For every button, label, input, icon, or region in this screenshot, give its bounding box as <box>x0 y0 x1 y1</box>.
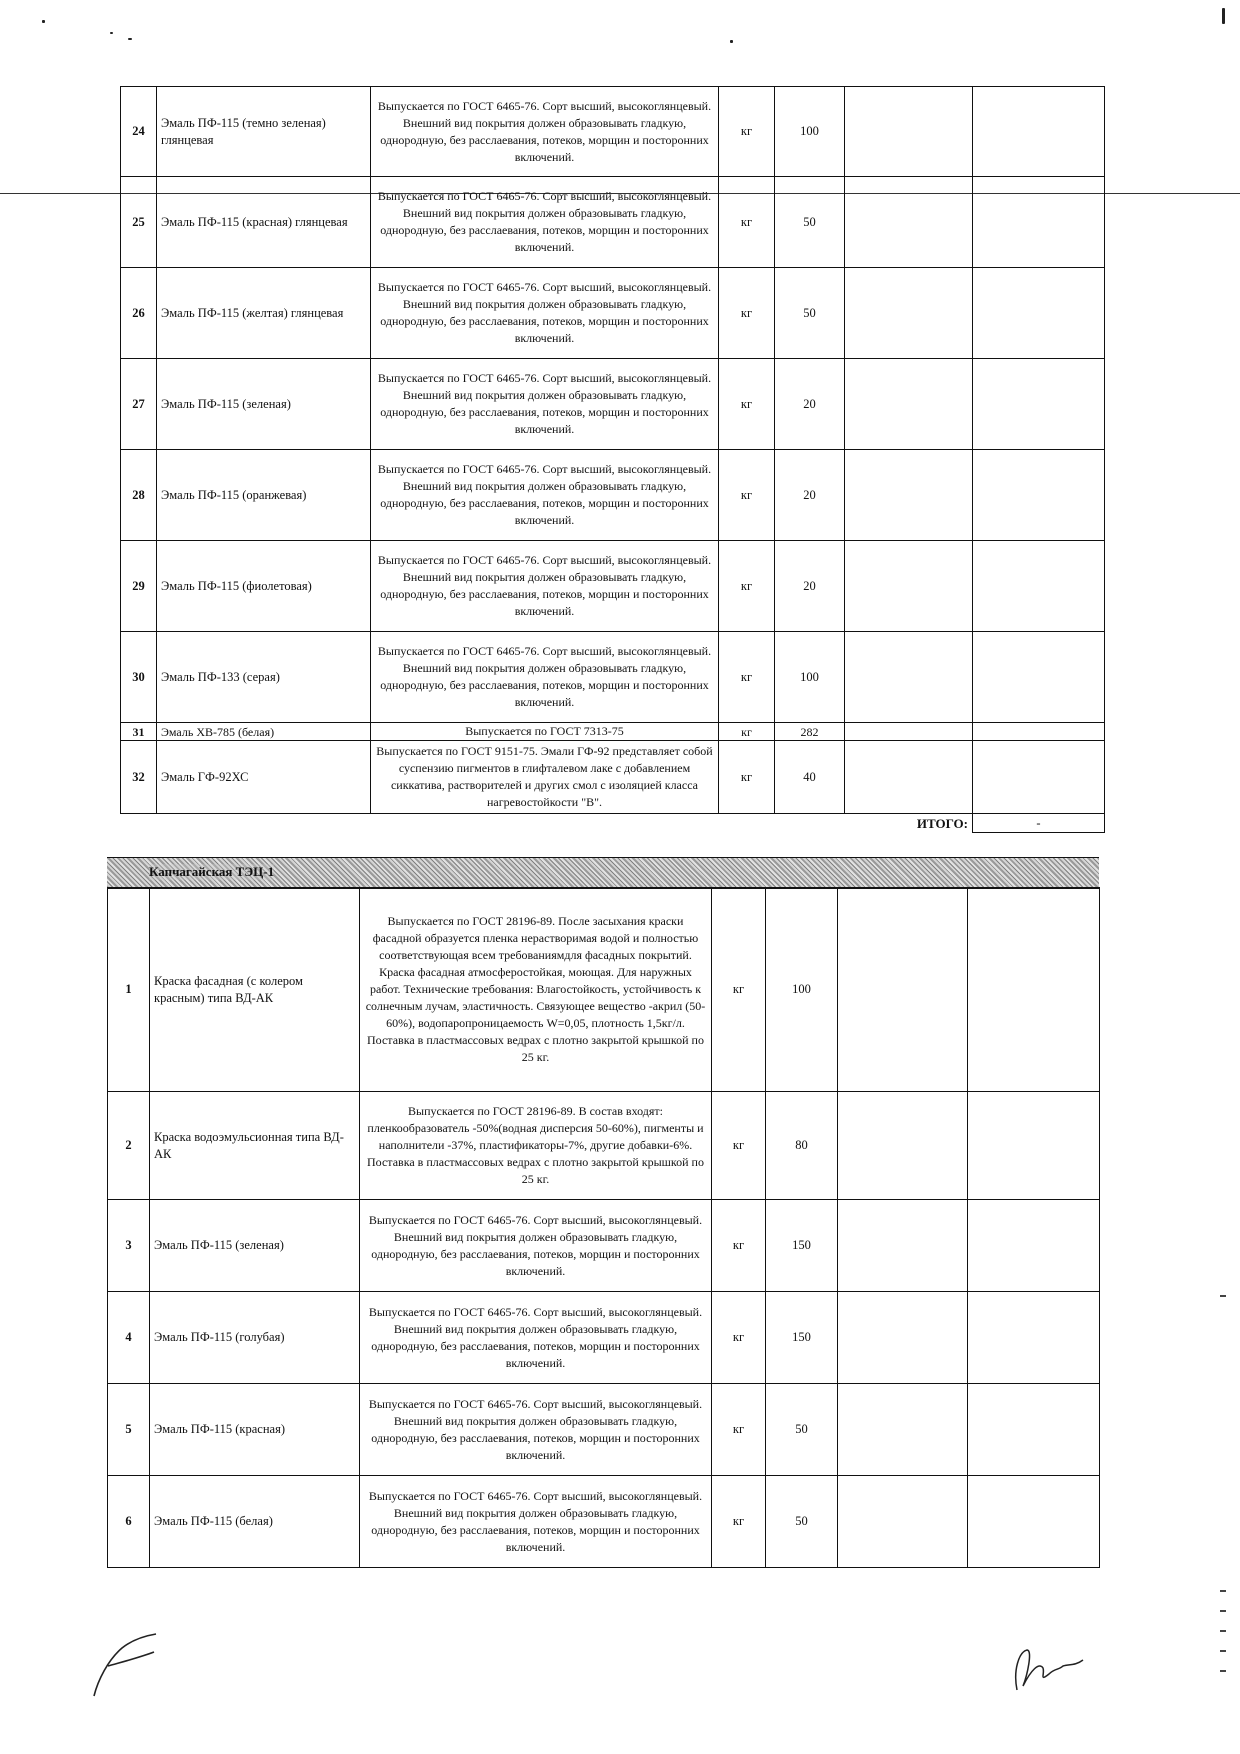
table-row <box>108 1384 1100 1476</box>
item-quantity: 50 <box>766 1476 838 1568</box>
table-row <box>121 723 1105 741</box>
price-cell <box>845 632 973 723</box>
sum-cell <box>973 87 1105 177</box>
table-row <box>108 1200 1100 1292</box>
item-description: Выпускается по ГОСТ 6465-76. Сорт высший, высокоглянцевый. Внешний вид покрытия должен образовывать гладкую, однородную, без расслаевания, потеков, морщин и посторонних включений. <box>371 177 719 268</box>
item-unit: кг <box>719 723 775 741</box>
sum-cell <box>973 268 1105 359</box>
table-row <box>121 741 1105 814</box>
row-number: 27 <box>121 359 157 450</box>
margin-mark <box>1220 1630 1226 1632</box>
row-number: 26 <box>121 268 157 359</box>
item-unit: кг <box>712 888 766 1092</box>
item-name: Краска водоэмульсионная типа ВД-АК <box>150 1092 360 1200</box>
item-quantity: 50 <box>775 177 845 268</box>
margin-mark <box>1220 1590 1226 1592</box>
item-unit: кг <box>719 177 775 268</box>
item-name: Эмаль ПФ-115 (красная) <box>150 1384 360 1476</box>
item-description: Выпускается по ГОСТ 6465-76. Сорт высший, высокоглянцевый. Внешний вид покрытия должен образовывать гладкую, однородную, без расслаевания, потеков, морщин и посторонних включений. <box>371 87 719 177</box>
sum-cell <box>973 450 1105 541</box>
item-description: Выпускается по ГОСТ 6465-76. Сорт высший, высокоглянцевый. Внешний вид покрытия должен образовывать гладкую, однородную, без расслаевания, потеков, морщин и посторонних включений. <box>371 359 719 450</box>
table-row <box>121 268 1105 359</box>
row-number: 2 <box>108 1092 150 1200</box>
price-cell <box>838 1292 968 1384</box>
item-unit: кг <box>712 1476 766 1568</box>
item-name: Эмаль ГФ-92ХС <box>157 741 371 814</box>
item-quantity: 40 <box>775 741 845 814</box>
item-quantity: 20 <box>775 450 845 541</box>
item-name: Эмаль ПФ-115 (темно зеленая) глянцевая <box>157 87 371 177</box>
section-title: Капчагайская ТЭЦ-1 <box>149 864 275 879</box>
signature-left <box>88 1630 188 1700</box>
materials-table-top <box>120 86 1105 833</box>
price-cell <box>845 177 973 268</box>
table-row <box>121 450 1105 541</box>
item-quantity: 100 <box>775 632 845 723</box>
sum-cell <box>973 632 1105 723</box>
item-name: Эмаль ПФ-133 (серая) <box>157 632 371 723</box>
item-description: Выпускается по ГОСТ 6465-76. Сорт высший, высокоглянцевый. Внешний вид покрытия должен образовывать гладкую, однородную, без расслаевания, потеков, морщин и посторонних включений. <box>360 1292 712 1384</box>
price-cell <box>838 1384 968 1476</box>
row-number: 4 <box>108 1292 150 1384</box>
table-row <box>121 632 1105 723</box>
item-name: Эмаль ПФ-115 (красная) глянцевая <box>157 177 371 268</box>
row-number: 6 <box>108 1476 150 1568</box>
sum-cell <box>968 1476 1100 1568</box>
price-cell <box>838 1092 968 1200</box>
item-description: Выпускается по ГОСТ 7313-75 <box>371 723 719 741</box>
sum-cell <box>968 1092 1100 1200</box>
sum-cell <box>968 1384 1100 1476</box>
item-name: Эмаль ПФ-115 (голубая) <box>150 1292 360 1384</box>
item-description: Выпускается по ГОСТ 6465-76. Сорт высший, высокоглянцевый. Внешний вид покрытия должен образовывать гладкую, однородную, без расслаевания, потеков, морщин и посторонних включений. <box>371 541 719 632</box>
sum-cell <box>968 888 1100 1092</box>
row-number: 1 <box>108 888 150 1092</box>
item-name: Эмаль ПФ-115 (зеленая) <box>150 1200 360 1292</box>
item-description: Выпускается по ГОСТ 6465-76. Сорт высший, высокоглянцевый. Внешний вид покрытия должен образовывать гладкую, однородную, без расслаевания, потеков, морщин и посторонних включений. <box>360 1384 712 1476</box>
sum-cell <box>968 1200 1100 1292</box>
margin-mark <box>1220 1295 1226 1297</box>
table-row <box>121 541 1105 632</box>
item-name: Эмаль ПФ-115 (белая) <box>150 1476 360 1568</box>
price-cell <box>845 87 973 177</box>
item-description: Выпускается по ГОСТ 9151-75. Эмали ГФ-92 представляет собой суспензию пигментов в глифталевом лаке с добавлением сиккатива, растворителей и других смол с изоляцией класса нагревостойкости "В". <box>371 741 719 814</box>
price-cell <box>838 888 968 1092</box>
price-cell <box>838 1200 968 1292</box>
item-quantity: 80 <box>766 1092 838 1200</box>
row-number: 31 <box>121 723 157 741</box>
item-quantity: 20 <box>775 359 845 450</box>
item-description: Выпускается по ГОСТ 6465-76. Сорт высший, высокоглянцевый. Внешний вид покрытия должен образовывать гладкую, однородную, без расслаевания, потеков, морщин и посторонних включений. <box>360 1200 712 1292</box>
item-description: Выпускается по ГОСТ 6465-76. Сорт высший, высокоглянцевый. Внешний вид покрытия должен образовывать гладкую, однородную, без расслаевания, потеков, морщин и посторонних включений. <box>371 632 719 723</box>
table-row <box>121 359 1105 450</box>
table-row <box>108 888 1100 1092</box>
price-cell <box>845 268 973 359</box>
margin-mark <box>1220 1670 1226 1672</box>
item-description: Выпускается по ГОСТ 6465-76. Сорт высший, высокоглянцевый. Внешний вид покрытия должен образовывать гладкую, однородную, без расслаевания, потеков, морщин и посторонних включений. <box>371 268 719 359</box>
item-unit: кг <box>719 632 775 723</box>
price-cell <box>838 1476 968 1568</box>
item-unit: кг <box>719 268 775 359</box>
item-unit: кг <box>719 359 775 450</box>
row-number: 5 <box>108 1384 150 1476</box>
sum-cell <box>973 177 1105 268</box>
sum-cell <box>973 723 1105 741</box>
item-name: Эмаль ПФ-115 (оранжевая) <box>157 450 371 541</box>
row-number: 24 <box>121 87 157 177</box>
item-unit: кг <box>712 1292 766 1384</box>
item-quantity: 20 <box>775 541 845 632</box>
item-description: Выпускается по ГОСТ 28196-89. После засыхания краски фасадной образуется пленка нерастворимая водой и полностью соответствующая всем требованиямдля фасадных покрытий. Краска фасадная атмосферостойкая, моющая. Для наружных работ. Технические требования: Влагостойкость, устойчивость к солнечным лучам, эластичность. Связующее вещество -акрил (50-60%), водопаропроницаемость W=0,05, плотность 1,5кг/л. Поставка в пластмассовых ведрах с плотно закрытой крышкой по 25 кг. <box>360 888 712 1092</box>
item-quantity: 50 <box>775 268 845 359</box>
row-number: 28 <box>121 450 157 541</box>
section-header-band <box>107 857 1099 889</box>
item-quantity: 50 <box>766 1384 838 1476</box>
table-row <box>108 1292 1100 1384</box>
item-description: Выпускается по ГОСТ 6465-76. Сорт высший, высокоглянцевый. Внешний вид покрытия должен образовывать гладкую, однородную, без расслаевания, потеков, морщин и посторонних включений. <box>360 1476 712 1568</box>
sum-cell <box>973 741 1105 814</box>
row-number: 30 <box>121 632 157 723</box>
item-name: Эмаль ПФ-115 (желтая) глянцевая <box>157 268 371 359</box>
item-quantity: 150 <box>766 1292 838 1384</box>
item-name: Эмаль ПФ-115 (фиолетовая) <box>157 541 371 632</box>
table-row <box>108 1092 1100 1200</box>
item-unit: кг <box>712 1092 766 1200</box>
table-row <box>108 1476 1100 1568</box>
item-unit: кг <box>719 87 775 177</box>
row-number: 29 <box>121 541 157 632</box>
sum-cell <box>968 1292 1100 1384</box>
total-label: ИТОГО: <box>916 815 968 831</box>
item-name: Краска фасадная (с колером красным) типа ВД-АК <box>150 888 360 1092</box>
table-row <box>121 87 1105 177</box>
item-unit: кг <box>712 1200 766 1292</box>
materials-table-bottom <box>107 887 1100 1568</box>
scan-speck <box>42 20 45 23</box>
price-cell <box>845 541 973 632</box>
item-quantity: 150 <box>766 1200 838 1292</box>
item-quantity: 100 <box>775 87 845 177</box>
total-row <box>121 814 1105 833</box>
row-number: 25 <box>121 177 157 268</box>
price-cell <box>845 359 973 450</box>
scan-speck <box>128 38 132 40</box>
item-quantity: 100 <box>766 888 838 1092</box>
scan-speck <box>110 32 113 34</box>
item-unit: кг <box>712 1384 766 1476</box>
item-quantity: 282 <box>775 723 845 741</box>
signature-right <box>1005 1640 1095 1700</box>
price-cell <box>845 741 973 814</box>
margin-mark <box>1220 1650 1226 1652</box>
table-row <box>121 177 1105 268</box>
item-description: Выпускается по ГОСТ 28196-89. В состав входят: пленкообразователь -50%(водная дисперсия 50-60%), пигменты и наполнители -37%, пластификаторы-7%, другие добавки-6%. Поставка в пластмассовых ведрах с плотно закрытой крышкой по 25 кг. <box>360 1092 712 1200</box>
item-unit: кг <box>719 450 775 541</box>
row-number: 32 <box>121 741 157 814</box>
margin-mark <box>1220 1610 1226 1612</box>
item-description: Выпускается по ГОСТ 6465-76. Сорт высший, высокоглянцевый. Внешний вид покрытия должен образовывать гладкую, однородную, без расслаевания, потеков, морщин и посторонних включений. <box>371 450 719 541</box>
item-name: Эмаль ХВ-785 (белая) <box>157 723 371 741</box>
price-cell <box>845 450 973 541</box>
scan-speck <box>1222 8 1225 24</box>
row-number: 3 <box>108 1200 150 1292</box>
item-unit: кг <box>719 541 775 632</box>
scan-speck <box>730 40 733 43</box>
item-unit: кг <box>719 741 775 814</box>
sum-cell <box>973 359 1105 450</box>
total-value: - <box>973 814 1105 833</box>
item-name: Эмаль ПФ-115 (зеленая) <box>157 359 371 450</box>
sum-cell <box>973 541 1105 632</box>
price-cell <box>845 723 973 741</box>
